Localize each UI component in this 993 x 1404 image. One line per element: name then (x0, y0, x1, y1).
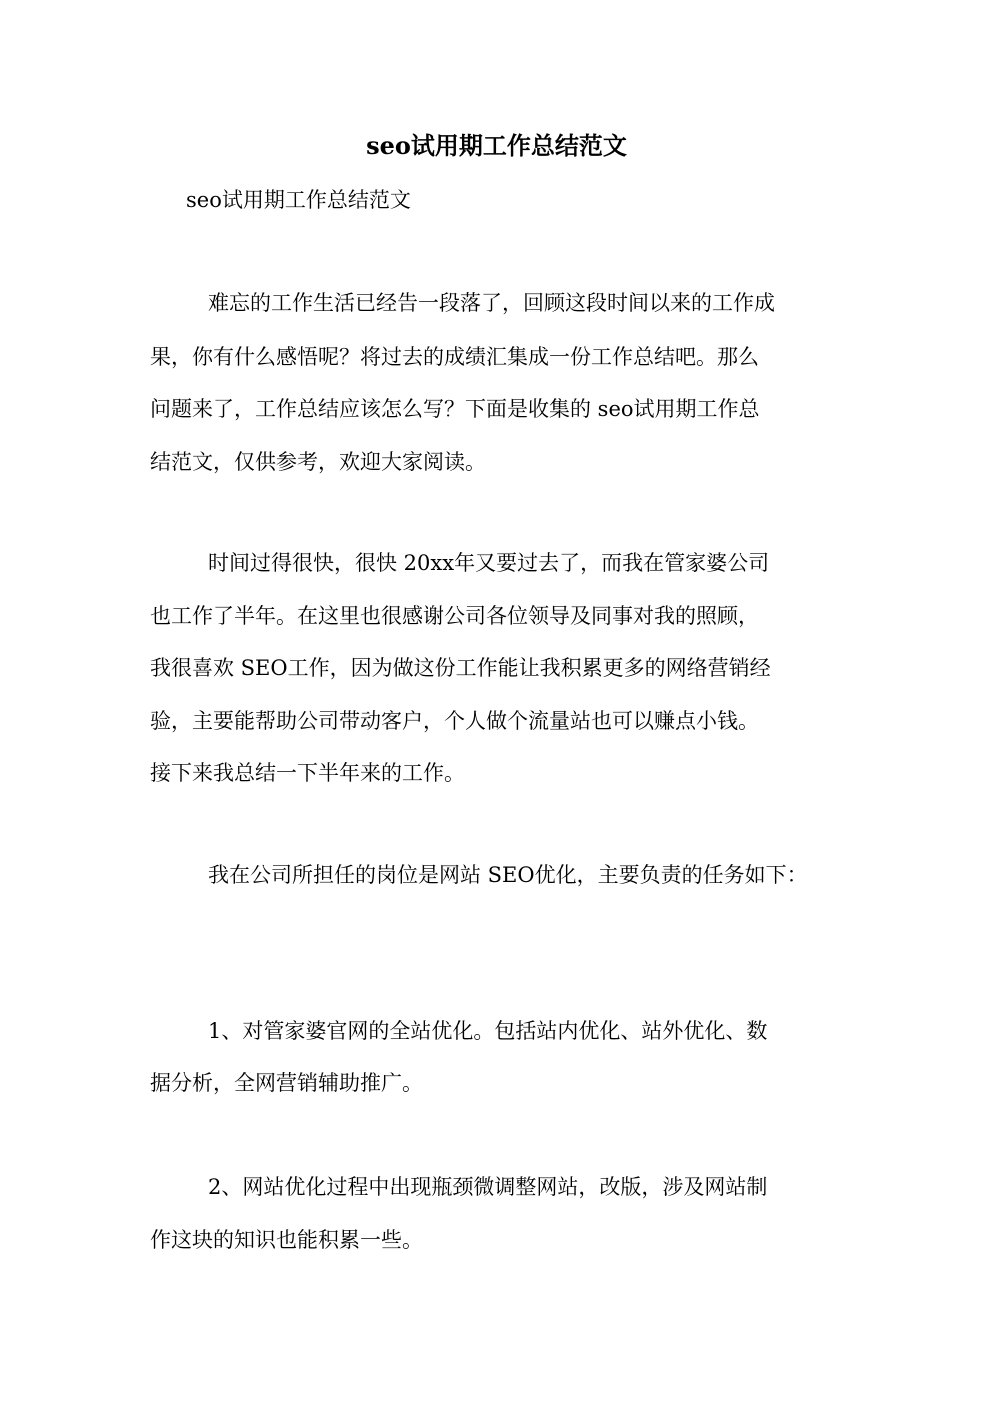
paragraph-line: 1、对管家婆官网的全站优化。包括站内优化、站外优化、数 (208, 1019, 768, 1043)
paragraph-line: 问题来了，工作总结应该怎么写？下面是收集的 seo试用期工作总 (150, 397, 760, 421)
paragraph-line: 据分析，全网营销辅助推广。 (150, 1071, 423, 1095)
document-subtitle: seo试用期工作总结范文 (186, 188, 411, 212)
paragraph-line: 难忘的工作生活已经告一段落了，回顾这段时间以来的工作成 (208, 291, 775, 315)
paragraph-line: 作这块的知识也能积累一些。 (150, 1228, 423, 1252)
paragraph-line: 验，主要能帮助公司带动客户，个人做个流量站也可以赚点小钱。 (150, 709, 759, 733)
paragraph-line: 2、网站优化过程中出现瓶颈微调整网站，改版，涉及网站制 (208, 1175, 768, 1199)
document-title: seo试用期工作总结范文 (366, 131, 627, 160)
paragraph-line: 结范文，仅供参考，欢迎大家阅读。 (150, 450, 486, 474)
paragraph-line: 我很喜欢 SEO工作，因为做这份工作能让我积累更多的网络营销经 (150, 656, 771, 680)
paragraph-line: 我在公司所担任的岗位是网站 SEO优化，主要负责的任务如下： (208, 863, 808, 887)
paragraph-line: 时间过得很快，很快 20xx年又要过去了，而我在管家婆公司 (208, 551, 770, 575)
paragraph-line: 果，你有什么感悟呢？将过去的成绩汇集成一份工作总结吧。那么 (150, 345, 759, 369)
paragraph-line: 接下来我总结一下半年来的工作。 (150, 761, 465, 785)
paragraph-line: 也工作了半年。在这里也很感谢公司各位领导及同事对我的照顾， (150, 604, 759, 628)
